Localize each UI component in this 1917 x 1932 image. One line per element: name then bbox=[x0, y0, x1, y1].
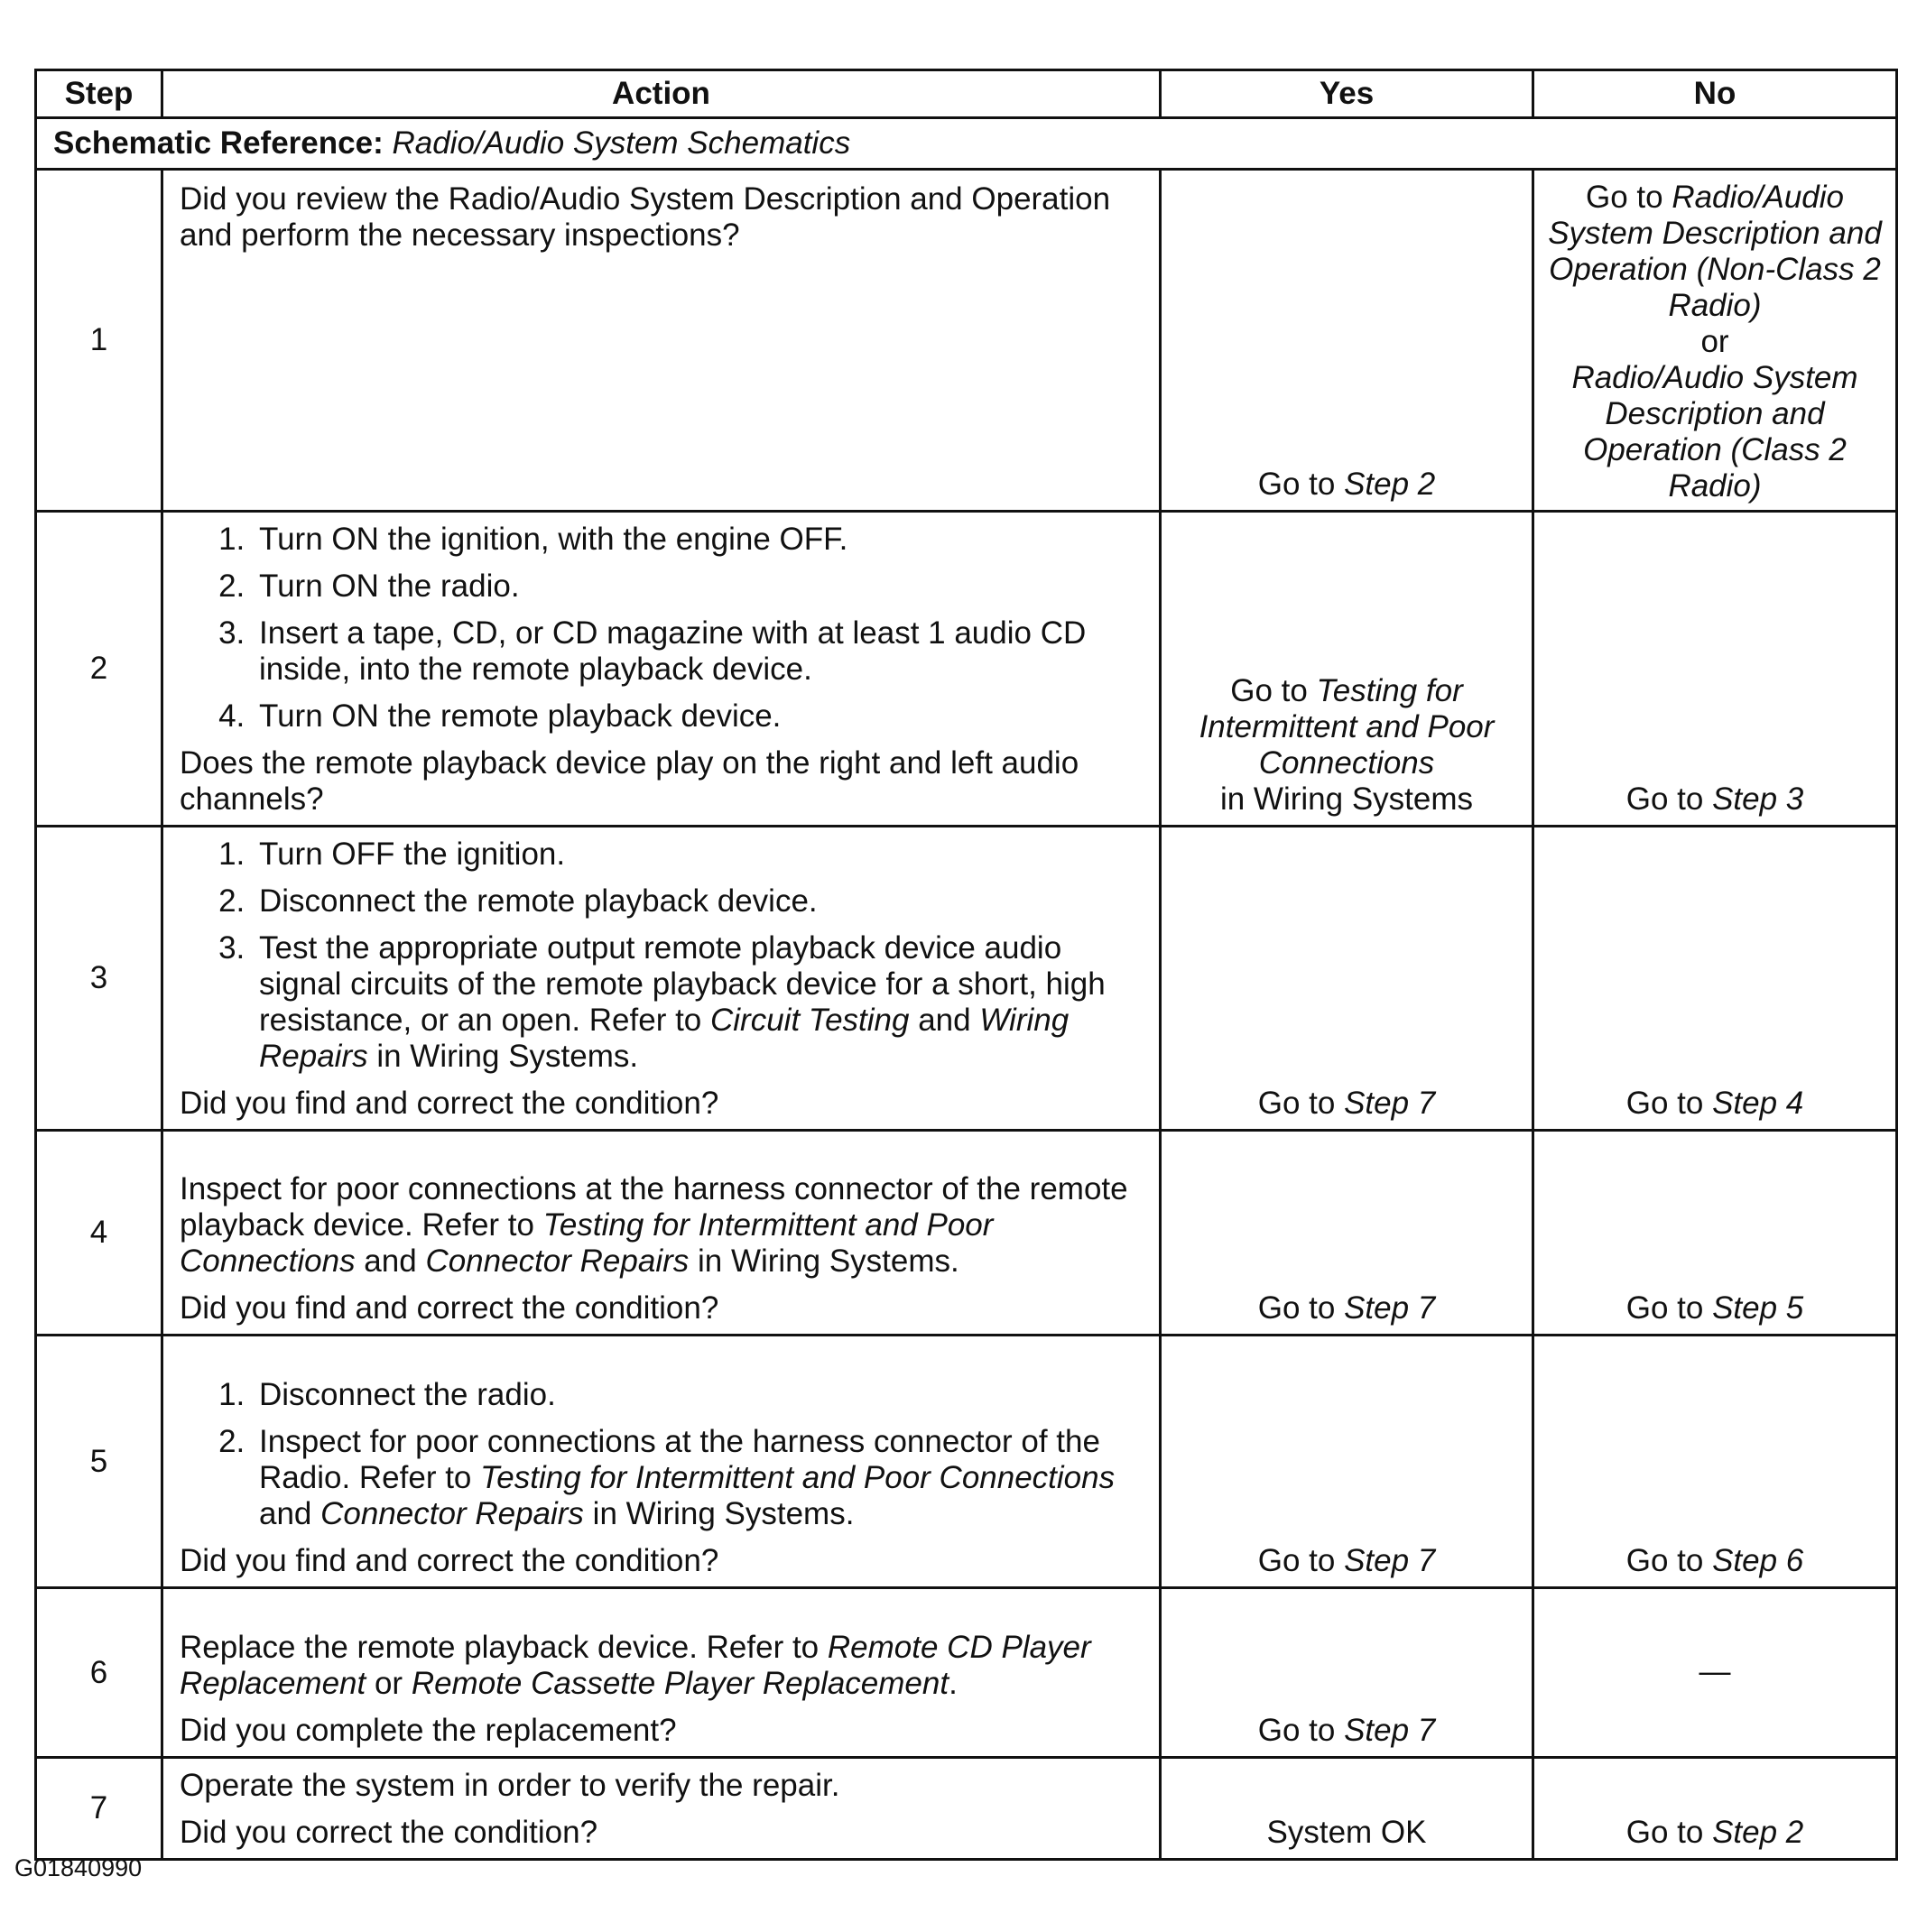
item-text: in Wiring Systems. bbox=[583, 1496, 855, 1531]
table-row bbox=[36, 1336, 1897, 1588]
yes-prefix: Go to bbox=[1257, 1713, 1345, 1748]
yes-cell bbox=[1161, 1131, 1533, 1336]
yes-prefix: Go to bbox=[1257, 1290, 1345, 1326]
no-cell bbox=[1533, 1758, 1897, 1860]
action-question: Did you find and correct the condition? bbox=[180, 1086, 719, 1121]
step-number: 3 bbox=[36, 827, 162, 1131]
item-text: and bbox=[909, 1003, 980, 1038]
action-item: 1. Disconnect the radio. bbox=[254, 1377, 1148, 1413]
action-question: Did you review the Radio/Audio System Description and Operation and perform the necessary inspections? bbox=[180, 181, 1111, 253]
diagnostic-table bbox=[34, 69, 1898, 1861]
yes-cell bbox=[1161, 170, 1533, 512]
yes-link[interactable]: Step 2 bbox=[1344, 467, 1436, 502]
step-number: 5 bbox=[36, 1336, 162, 1588]
action-cell bbox=[162, 1131, 1161, 1336]
step-number: 7 bbox=[36, 1758, 162, 1860]
table-row bbox=[36, 1588, 1897, 1758]
action-text bbox=[180, 1171, 1148, 1280]
action-question: Does the remote playback device play on the right and left audio channels? bbox=[180, 745, 1079, 817]
item-text: and bbox=[259, 1496, 321, 1531]
table-row bbox=[36, 1131, 1897, 1336]
item-link[interactable]: Connector Repairs bbox=[320, 1496, 584, 1531]
no-prefix: Go to bbox=[1625, 1815, 1713, 1850]
no-prefix: Go to bbox=[1625, 1290, 1713, 1326]
item-text: in Wiring Systems. bbox=[689, 1243, 959, 1279]
no-cell bbox=[1533, 1336, 1897, 1588]
action-item: 2. Turn ON the radio. bbox=[254, 569, 1148, 605]
step-number: 6 bbox=[36, 1588, 162, 1758]
no-link[interactable]: Step 3 bbox=[1712, 781, 1804, 817]
action-item bbox=[254, 1424, 1148, 1532]
table-row bbox=[36, 827, 1897, 1131]
no-cell bbox=[1533, 827, 1897, 1131]
table-row bbox=[36, 512, 1897, 827]
header-step: Step bbox=[36, 70, 162, 118]
no-prefix: Go to bbox=[1585, 180, 1672, 215]
action-cell bbox=[162, 512, 1161, 827]
action-question: Did you complete the replacement? bbox=[180, 1713, 677, 1748]
yes-prefix: Go to bbox=[1230, 673, 1317, 708]
item-link[interactable]: Connector Repairs bbox=[425, 1243, 690, 1279]
no-prefix: Go to bbox=[1625, 1543, 1713, 1578]
action-cell bbox=[162, 1758, 1161, 1860]
yes-link[interactable]: Testing for Intermittent and Poor Connections bbox=[1199, 673, 1495, 781]
yes-prefix: Go to bbox=[1257, 467, 1345, 502]
action-cell bbox=[162, 170, 1161, 512]
action-question: Did you correct the condition? bbox=[180, 1815, 598, 1850]
header-action: Action bbox=[162, 70, 1161, 118]
action-item: 1. Turn ON the ignition, with the engine OFF. bbox=[254, 522, 1148, 558]
no-link[interactable]: Step 4 bbox=[1712, 1086, 1804, 1121]
item-text: and bbox=[355, 1243, 426, 1279]
yes-link[interactable]: Step 7 bbox=[1344, 1713, 1436, 1748]
yes-cell bbox=[1161, 827, 1533, 1131]
step-number: 1 bbox=[36, 170, 162, 512]
no-cell bbox=[1533, 512, 1897, 827]
action-item: 4. Turn ON the remote playback device. bbox=[254, 698, 1148, 735]
no-prefix: Go to bbox=[1625, 781, 1713, 817]
action-steps bbox=[180, 522, 1148, 735]
action-steps bbox=[180, 837, 1148, 1075]
item-text: Test the appropriate output remote playback device audio signal circuits of the remote playback device for a short, high resistance, or an open. Refer to bbox=[259, 930, 1106, 1038]
yes-prefix: Go to bbox=[1257, 1086, 1345, 1121]
yes-suffix: in Wiring Systems bbox=[1219, 781, 1474, 817]
no-cell bbox=[1533, 1588, 1897, 1758]
yes-text: System OK bbox=[1266, 1815, 1427, 1850]
no-link[interactable]: Radio/Audio System Description and Operation (Non-Class 2 Radio) bbox=[1548, 180, 1882, 323]
action-cell bbox=[162, 1336, 1161, 1588]
header-row bbox=[36, 70, 1897, 118]
yes-link[interactable]: Step 7 bbox=[1344, 1543, 1436, 1578]
item-link[interactable]: Remote Cassette Player Replacement bbox=[411, 1666, 949, 1701]
header-yes: Yes bbox=[1161, 70, 1533, 118]
step-number: 4 bbox=[36, 1131, 162, 1336]
action-item: 1. Turn OFF the ignition. bbox=[254, 837, 1148, 873]
action-item bbox=[254, 930, 1148, 1075]
action-text bbox=[180, 1630, 1148, 1702]
no-or: or bbox=[1700, 324, 1729, 359]
item-text: in Wiring Systems. bbox=[367, 1039, 639, 1074]
yes-link[interactable]: Step 7 bbox=[1344, 1290, 1436, 1326]
item-text: Inspect for poor connections at the harness connector of the remote playback device. Refer to bbox=[180, 1171, 1128, 1243]
item-text: . bbox=[949, 1666, 958, 1701]
table-row bbox=[36, 1758, 1897, 1860]
action-text: Operate the system in order to verify the repair. bbox=[180, 1768, 840, 1803]
no-link[interactable]: Step 6 bbox=[1712, 1543, 1804, 1578]
yes-cell bbox=[1161, 1758, 1533, 1860]
header-no: No bbox=[1533, 70, 1897, 118]
action-item: 2. Disconnect the remote playback device. bbox=[254, 883, 1148, 920]
schematic-label: Schematic Reference: bbox=[53, 125, 384, 161]
no-dash: — bbox=[1699, 1653, 1731, 1689]
no-prefix: Go to bbox=[1625, 1086, 1713, 1121]
no-link-alt[interactable]: Radio/Audio System Description and Operation (Class 2 Radio) bbox=[1571, 360, 1858, 504]
item-text: Inspect for poor connections at the harness connector of the Radio. Refer to bbox=[259, 1424, 1100, 1495]
item-text: Replace the remote playback device. Refer to bbox=[180, 1630, 828, 1665]
figure-id: G01840990 bbox=[14, 1854, 143, 1881]
item-text: or bbox=[366, 1666, 412, 1701]
schematic-reference bbox=[36, 118, 1897, 170]
yes-cell bbox=[1161, 1588, 1533, 1758]
schematic-row bbox=[36, 118, 1897, 170]
yes-link[interactable]: Step 7 bbox=[1344, 1086, 1436, 1121]
item-link[interactable]: Wiring Repairs bbox=[259, 1003, 1070, 1074]
no-cell bbox=[1533, 170, 1897, 512]
action-question: Did you find and correct the condition? bbox=[180, 1290, 719, 1326]
no-link[interactable]: Step 2 bbox=[1712, 1815, 1804, 1850]
yes-prefix: Go to bbox=[1257, 1543, 1345, 1578]
yes-cell bbox=[1161, 1336, 1533, 1588]
item-link[interactable]: Testing for Intermittent and Poor Connections bbox=[180, 1207, 994, 1279]
yes-cell bbox=[1161, 512, 1533, 827]
action-cell bbox=[162, 1588, 1161, 1758]
no-link[interactable]: Step 5 bbox=[1712, 1290, 1804, 1326]
step-number: 2 bbox=[36, 512, 162, 827]
item-link[interactable]: Remote CD Player Replacement bbox=[180, 1630, 1091, 1701]
no-cell bbox=[1533, 1131, 1897, 1336]
item-link[interactable]: Circuit Testing bbox=[710, 1003, 910, 1038]
schematic-link[interactable]: Radio/Audio System Schematics bbox=[392, 125, 851, 161]
item-link[interactable]: Testing for Intermittent and Poor Connections bbox=[480, 1460, 1116, 1495]
action-item: 3. Insert a tape, CD, or CD magazine with at least 1 audio CD inside, into the remote playback device. bbox=[254, 615, 1148, 688]
table-row bbox=[36, 170, 1897, 512]
action-steps bbox=[180, 1377, 1148, 1532]
action-question: Did you find and correct the condition? bbox=[180, 1543, 719, 1578]
action-cell bbox=[162, 827, 1161, 1131]
